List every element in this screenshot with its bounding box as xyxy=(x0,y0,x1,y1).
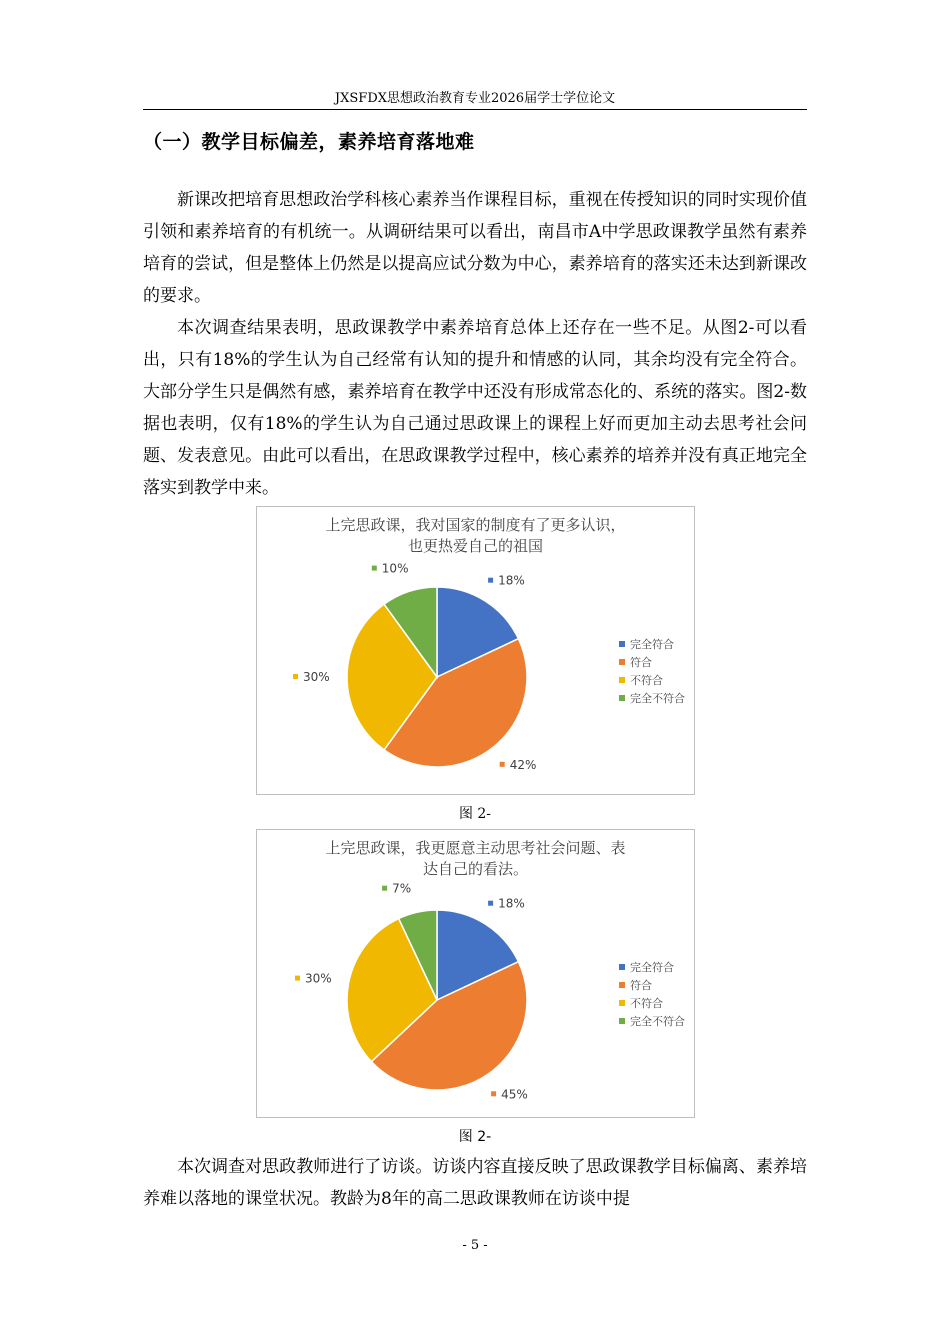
pie-2-legend-swatch-4 xyxy=(619,1018,625,1024)
pie-2-legend-label-1: 完全符合 xyxy=(630,961,674,974)
pie-2-data-label-1: 18% xyxy=(498,896,525,911)
pie-2-label-marker-4 xyxy=(382,886,387,891)
header-rule xyxy=(143,109,807,110)
pie-1-data-label-2: 42% xyxy=(509,757,537,772)
pie-1-legend-label-1: 完全符合 xyxy=(630,638,674,651)
body-paragraph-1: 新课改把培育思想政治学科核心素养当作课程目标，重视在传授知识的同时实现价值引领和素养培育的有机统一。从调研结果可以看出，南昌市A中学思政课教学虽然有素养培育的尝试，但是整体上仍然是以提高应试分数为中心，素养培育的落实还未达到新课改的要求。 xyxy=(143,190,807,306)
pie-1-label-marker-4 xyxy=(372,566,377,571)
running-header: JXSFDX思想政治教育专业2026届学士学位论文 xyxy=(334,91,616,106)
chart-1-title-line-1: 上完思政课，我对国家的制度有了更多认识， xyxy=(325,516,626,534)
body-paragraph-3: 本次调查对思政教师进行了访谈。访谈内容直接反映了思政课教学目标偏离、素养培养难以落地的课堂状况。教龄为8年的高二思政课教师在访谈中提 xyxy=(143,1157,807,1209)
pie-1-data-label-4: 10% xyxy=(381,561,409,576)
page-number: - 5 - xyxy=(462,1238,488,1253)
pie-1-legend-swatch-1 xyxy=(619,641,625,647)
pie-2-label-marker-3 xyxy=(295,976,300,981)
chart-2-title-line-1: 上完思政课，我更愿意主动思考社会问题、表 xyxy=(325,839,626,857)
pie-1-data-label-3: 30% xyxy=(303,670,330,684)
figure-caption-1: 图 2- xyxy=(458,806,492,822)
section-title: （一）教学目标偏差，素养培育落地难 xyxy=(143,131,475,153)
pie-1-label-marker-2 xyxy=(500,762,505,767)
pie-chart-2 xyxy=(256,829,695,1118)
pie-chart-1 xyxy=(256,506,695,795)
pie-2-legend-label-4: 完全不符合 xyxy=(630,1015,685,1028)
pie-2-label-marker-2 xyxy=(491,1091,496,1096)
chart-1-title xyxy=(257,515,694,557)
pie-2-legend-swatch-1 xyxy=(619,964,625,970)
pie-2-legend-swatch-3 xyxy=(619,1000,625,1006)
pie-2-label-marker-1 xyxy=(488,901,493,906)
pie-1-label-marker-3 xyxy=(293,674,298,679)
pie-1-legend-swatch-2 xyxy=(619,659,625,665)
chart-2-title xyxy=(257,838,694,880)
chart-1-title-line-2: 也更热爱自己的祖国 xyxy=(407,537,543,555)
chart-2-title-line-2: 达自己的看法。 xyxy=(422,860,528,878)
pie-1-label-marker-1 xyxy=(488,578,493,583)
figure-caption-2: 图 2- xyxy=(458,1129,492,1145)
pie-2-legend-label-3: 不符合 xyxy=(630,997,663,1010)
pie-2-data-label-2: 45% xyxy=(501,1087,528,1102)
pie-1-data-label-1: 18% xyxy=(498,573,525,588)
pie-1-legend-label-3: 不符合 xyxy=(630,674,663,687)
pie-2-legend-label-2: 符合 xyxy=(630,979,652,992)
pie-1-legend-label-4: 完全不符合 xyxy=(630,692,685,705)
pie-1-legend-swatch-3 xyxy=(619,677,625,683)
pie-2-data-label-4: 7% xyxy=(392,881,412,896)
pie-2-legend-swatch-2 xyxy=(619,982,625,988)
pie-1-legend-swatch-4 xyxy=(619,695,625,701)
pie-1-legend-label-2: 符合 xyxy=(630,656,652,669)
body-paragraph-2: 本次调查结果表明，思政课教学中素养培育总体上还存在一些不足。从图2-可以看出，只有18%的学生认为自己经常有认知的提升和情感的认同，其余均没有完全符合。大部分学生只是偶然有感，素养培育在教学中还没有形成常态化的、系统的落实。图2-数据也表明，仅有18%的学生认为自己通过思政课上的课程上好而更加主动去思考社会问题、发表意见。由此可以看出，在思政课教学过程中，核心素养的培养并没有真正地完全落实到教学中来。 xyxy=(143,318,807,498)
pie-2-data-label-3: 30% xyxy=(305,971,332,986)
